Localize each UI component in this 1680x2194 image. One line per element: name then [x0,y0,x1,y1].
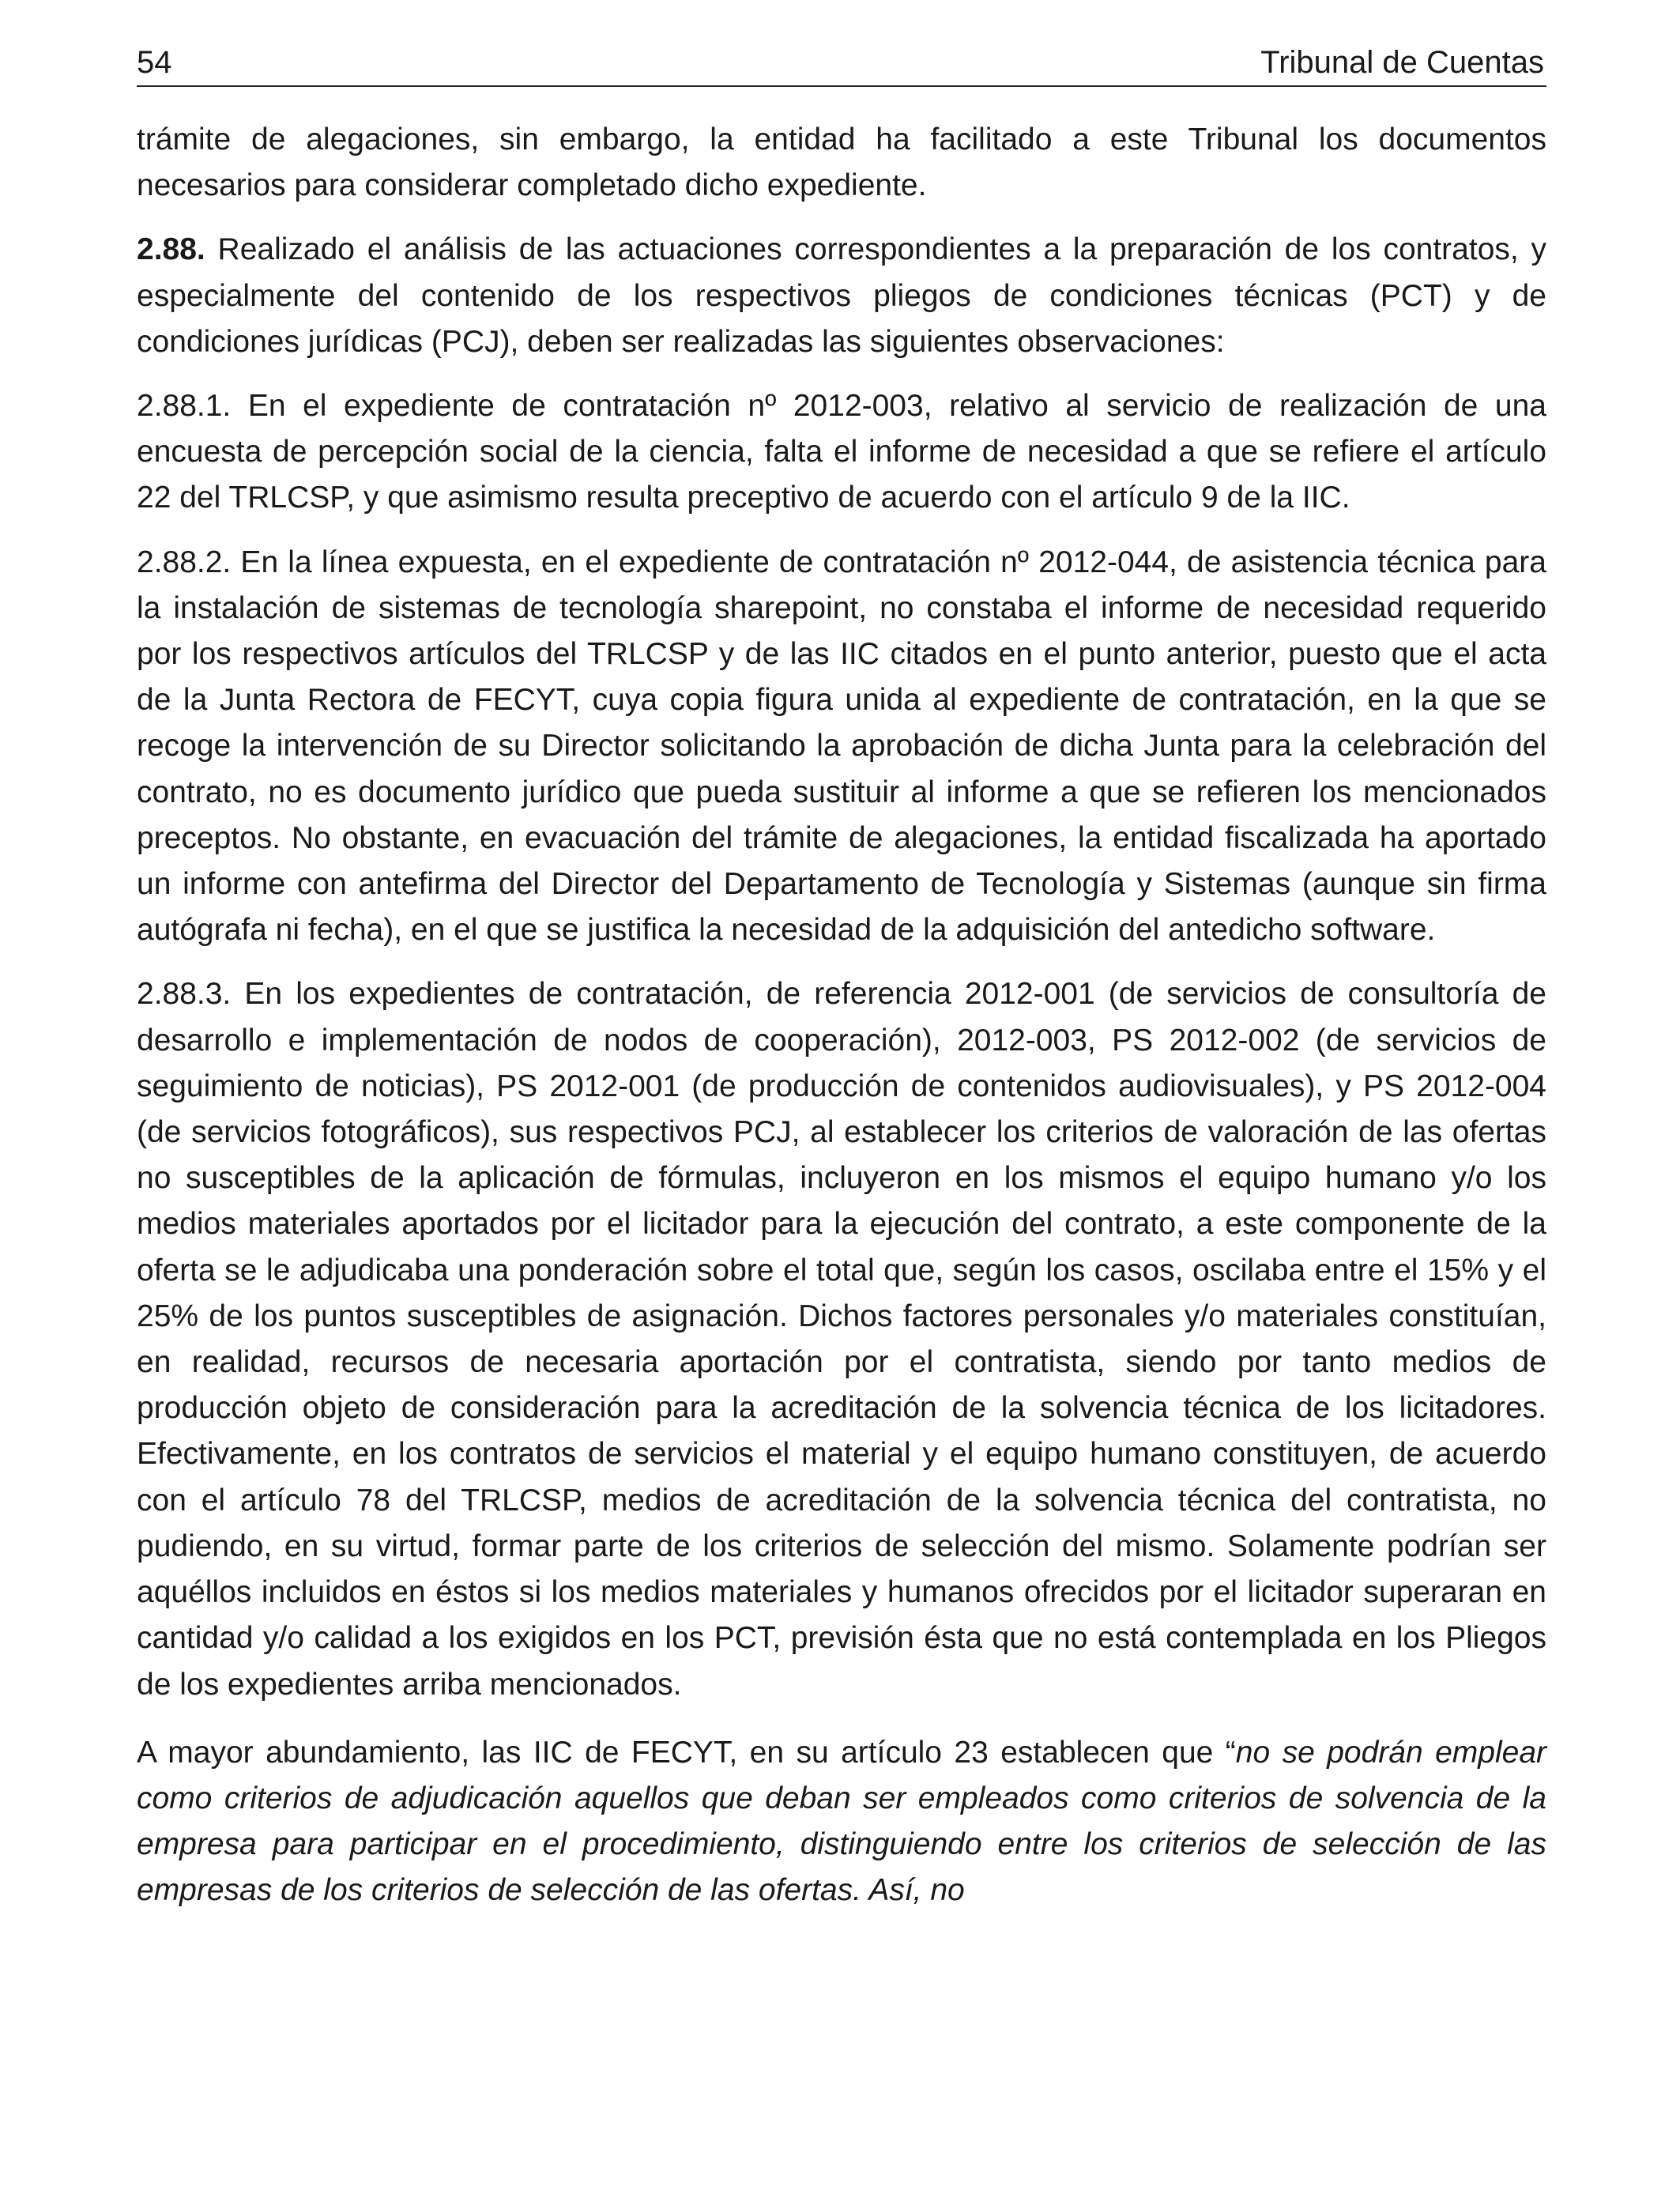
paragraph-intro: trámite de alegaciones, sin embargo, la entidad ha facilitado a este Tribunal los documentos necesarios para considerar completado dicho expediente. [137,123,1546,203]
paragraph-2-88-3: 2.88.3. En los expedientes de contratación, de referencia 2012-001 (de servicios de consultoría de desarrollo e implementación de nodos de cooperación), 2012-003, PS 2012-002 (de servicios de seguimiento de noticias), PS 2012-001 (de producción de contenidos audiovisuales), y PS 2012-004 (de servicios fotográficos), sus respectivos PCJ, al establecer los criterios de valoración de las ofertas no susceptibles de la aplicación de fórmulas, incluyeron en los mismos el equipo humano y/o los medios materiales aportados por el licitador para la ejecución del contrato, a este componente de la oferta se le adjudicaba una ponderación sobre el total que, según los casos, oscilaba entre el 15% y el 25% de los puntos susceptibles de asignación. Dichos factores personales y/o materiales constituían, en realidad, recursos de necesaria aportación por el contratista, siendo por tanto medios de producción objeto de consideración para la acreditación de la solvencia técnica de los licitadores. Efectivamente, en los contratos de servicios el material y el equipo humano constituyen, de acuerdo con el artículo 78 del TRLCSP, medios de acreditación de la solvencia técnica del contratista, no pudiendo, en su virtud, formar parte de los criterios de selección del mismo. Solamente podrían ser aquéllos incluidos en éstos si los medios materiales y humanos ofrecidos por el licitador superaran en cantidad y/o calidad a los exigidos en los PCT, previsión ésta que no está contemplada en los Pliegos de los expedientes arriba mencionados. [137,977,1546,1702]
page-header [137,40,1546,87]
header-title: Tribunal de Cuentas [1260,45,1544,80]
quoted-text: no se podrán emplear como criterios de adjudicación aquellos que deban ser empleados como criterios de solvencia de la empresa para participar en el procedimiento, distinguiendo entre los criterios de selección de las empresas de los criterios de selección de las ofertas. Así, no [137,1735,1546,1908]
paragraph-number: 2.88. [137,232,205,267]
paragraph-text: Realizado el análisis de las actuaciones correspondientes a la preparación de los contratos, y especialmente del contenido de los respectivos pliegos de condiciones técnicas (PCT) y de condiciones jurídicas (PCJ), deben ser realizadas las siguientes observaciones: [137,232,1546,359]
document-page [137,40,1546,1914]
page-number: 54 [137,45,172,80]
paragraph-2-88-2: 2.88.2. En la línea expuesta, en el expediente de contratación nº 2012-044, de asistencia técnica para la instalación de sistemas de tecnología sharepoint, no constaba el informe de necesidad requerido por los respectivos artículos del TRLCSP y de las IIC citados en el punto anterior, puesto que el acta de la Junta Rectora de FECYT, cuya copia figura unida al expediente de contratación, en la que se recoge la intervención de su Director solicitando la aprobación de dicha Junta para la celebración del contrato, no es documento jurídico que pueda sustituir al informe a que se refieren los mencionados preceptos. No obstante, en evacuación del trámite de alegaciones, la entidad fiscalizada ha aportado un informe con antefirma del Director del Departamento de Tecnología y Sistemas (aunque sin firma autógrafa ni fecha), en el que se justifica la necesidad de la adquisición del antedicho software. [137,545,1546,948]
paragraph-2-88 [137,227,1546,365]
paragraph-text: A mayor abundamiento, las IIC de FECYT, en su artículo 23 establecen que “ [137,1735,1236,1770]
document-body [137,117,1546,1914]
paragraph-mayor-abundamiento [137,1730,1546,1914]
paragraph-2-88-1: 2.88.1. En el expediente de contratación nº 2012-003, relativo al servicio de realización de una encuesta de percepción social de la ciencia, falta el informe de necesidad a que se refiere el artículo 22 del TRLCSP, y que asimismo resulta preceptivo de acuerdo con el artículo 9 de la IIC. [137,389,1546,515]
